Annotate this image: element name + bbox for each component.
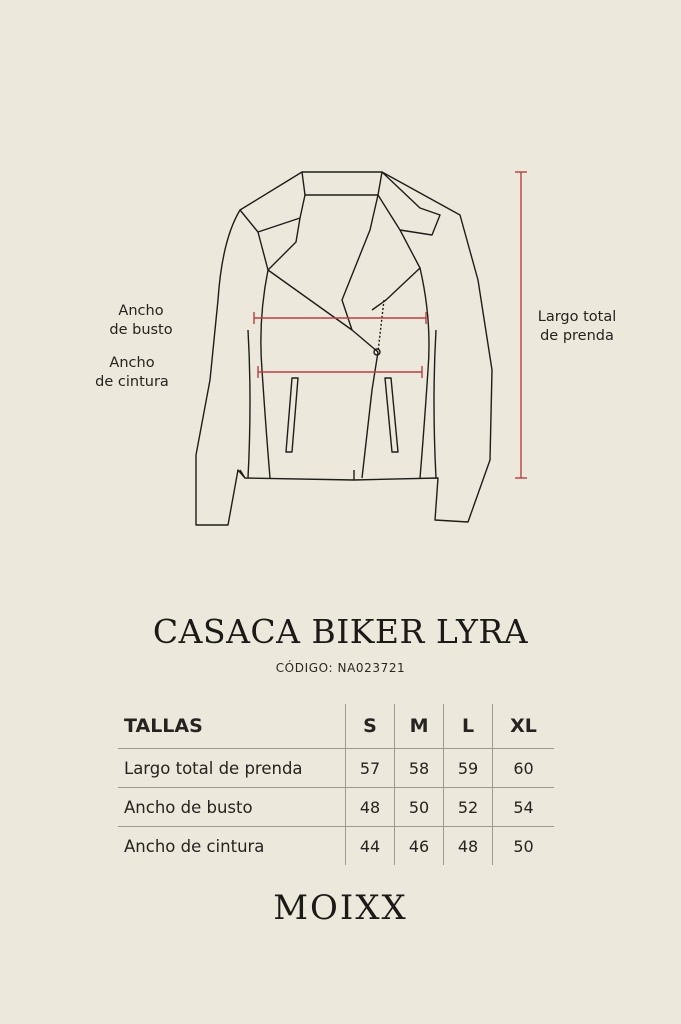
size-header-xl: XL xyxy=(493,704,554,749)
row-label: Ancho de cintura xyxy=(118,827,346,866)
table-cell: 50 xyxy=(493,827,554,866)
size-table xyxy=(118,704,554,865)
table-cell: 58 xyxy=(395,749,444,788)
product-code: CÓDIGO: NA023721 xyxy=(275,661,406,675)
bust-width-label: Ancho de busto xyxy=(109,303,173,338)
row-label: Ancho de busto xyxy=(118,788,346,827)
row-label: Largo total de prenda xyxy=(118,749,346,788)
table-cell: 44 xyxy=(346,827,395,866)
table-cell: 59 xyxy=(444,749,493,788)
table-row xyxy=(118,749,554,788)
table-row xyxy=(118,788,554,827)
size-header-m: M xyxy=(395,704,444,749)
table-cell: 46 xyxy=(395,827,444,866)
table-cell: 48 xyxy=(346,788,395,827)
product-title: CASACA BIKER LYRA xyxy=(152,612,529,651)
table-row xyxy=(118,827,554,866)
table-cell: 52 xyxy=(444,788,493,827)
sizes-header-label: TALLAS xyxy=(124,715,203,737)
size-header-l: L xyxy=(444,704,493,749)
table-cell: 60 xyxy=(493,749,554,788)
table-cell: 57 xyxy=(346,749,395,788)
table-cell: 48 xyxy=(444,827,493,866)
brand-logo: MOIXX xyxy=(273,888,408,928)
total-length-label: Largo total de prenda xyxy=(537,309,617,344)
table-cell: 50 xyxy=(395,788,444,827)
size-header-s: S xyxy=(346,704,395,749)
size-table-header xyxy=(118,704,554,749)
waist-width-label: Ancho de cintura xyxy=(95,355,169,390)
table-cell: 54 xyxy=(493,788,554,827)
